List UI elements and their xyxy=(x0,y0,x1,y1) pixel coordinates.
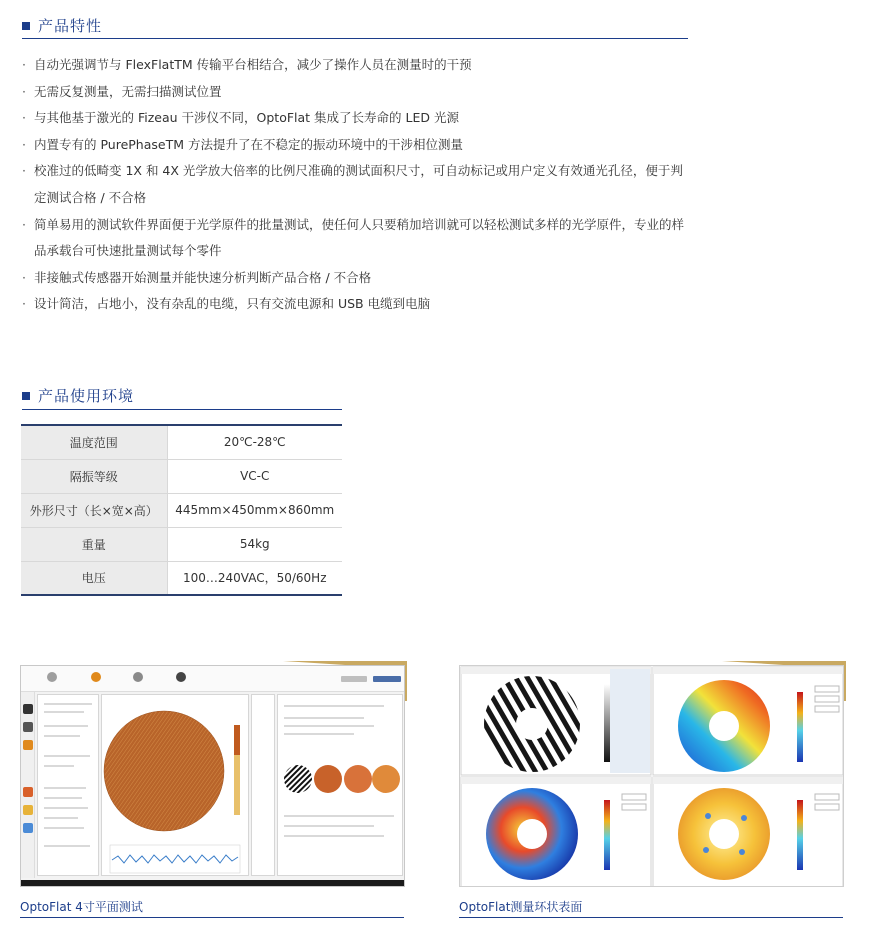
results-icon xyxy=(91,672,101,682)
env-label: 重量 xyxy=(21,527,167,561)
features-rule xyxy=(22,38,688,39)
surface-icon xyxy=(23,805,33,815)
folder-icon xyxy=(23,722,33,732)
env-value: 100…240VAC，50/60Hz xyxy=(167,561,342,595)
feature-item: · 简单易用的测试软件界面便于光学原件的批量测试，使任何人只要稍加培训就可以轻松测试多样的光学原件，专业的样品承载台可快速批量测试每个零件 xyxy=(22,212,692,265)
right-caption-rule xyxy=(459,917,843,918)
table-row xyxy=(21,527,342,561)
env-label: 外形尺寸（长×宽×高） xyxy=(21,493,167,527)
result-graphics xyxy=(460,666,844,887)
surface-map-graphic xyxy=(102,695,250,877)
features-title: 产品特性 xyxy=(38,17,103,35)
report-thumbnails xyxy=(278,749,404,809)
table-row xyxy=(21,459,342,493)
reports-icon xyxy=(133,672,143,682)
software-screenshot xyxy=(20,665,405,887)
left-figure-caption: OptoFlat 4寸平面测试 xyxy=(20,900,143,914)
env-value: 20℃-28℃ xyxy=(167,425,342,459)
app-toolbar xyxy=(21,666,404,692)
surface-icon xyxy=(23,823,33,833)
measurement-panel xyxy=(37,694,99,876)
feature-item: · 内置专有的 PurePhaseTM 方法提升了在不稳定的振动环境中的干涉相位测量 xyxy=(22,132,692,159)
feature-item: · 校准过的低畸变 1X 和 4X 光学放大倍率的比例尺准确的测试面积尺寸，可自动标记或用户定义有效通光孔径，便于判定测试合格 / 不合格 xyxy=(22,158,692,211)
env-label: 电压 xyxy=(21,561,167,595)
feature-item: · 与其他基于激光的 Fizeau 干涉仪不同，OptoFlat 集成了长寿命的 LED 光源 xyxy=(22,105,692,132)
brand-logo-icon xyxy=(341,676,367,682)
surface-icon xyxy=(23,787,33,797)
features-list xyxy=(22,52,692,318)
map-icon xyxy=(23,740,33,750)
table-row xyxy=(21,493,342,527)
measure-icon xyxy=(47,672,57,682)
app-left-nav xyxy=(21,692,35,878)
taskbar xyxy=(21,880,404,886)
square-bullet-icon xyxy=(22,22,30,30)
brand-logo-icon xyxy=(373,676,401,682)
feature-item: · 自动光强调节与 FlexFlatTM 传输平台相结合，减少了操作人员在测量时的干预 xyxy=(22,52,692,79)
env-label: 隔振等级 xyxy=(21,459,167,493)
table-row xyxy=(21,561,342,595)
features-heading xyxy=(22,15,102,36)
report-panel xyxy=(277,694,403,876)
feature-item: · 非接触式传感器开始测量并能快速分析判断产品合格 / 不合格 xyxy=(22,265,692,292)
result-screenshot xyxy=(459,665,844,887)
left-caption-rule xyxy=(20,917,404,918)
tools-panel xyxy=(251,694,275,876)
surface-map-panel xyxy=(101,694,249,876)
feature-item: · 设计简洁，占地小，没有杂乱的电缆，只有交流电源和 USB 电缆到电脑 xyxy=(22,291,692,318)
env-value: 54kg xyxy=(167,527,342,561)
table-row xyxy=(21,425,342,459)
environment-rule xyxy=(22,409,342,410)
environment-table xyxy=(21,424,342,596)
square-bullet-icon xyxy=(22,392,30,400)
camera-icon xyxy=(23,704,33,714)
env-value: VC-C xyxy=(167,459,342,493)
env-label: 温度范围 xyxy=(21,425,167,459)
right-figure-caption: OptoFlat测量环状表面 xyxy=(459,900,583,914)
env-value: 445mm×450mm×860mm xyxy=(167,493,342,527)
environment-title: 产品使用环境 xyxy=(38,387,135,405)
settings-icon xyxy=(176,672,186,682)
feature-item: · 无需反复测量，无需扫描测试位置 xyxy=(22,79,692,106)
environment-heading xyxy=(22,385,134,406)
